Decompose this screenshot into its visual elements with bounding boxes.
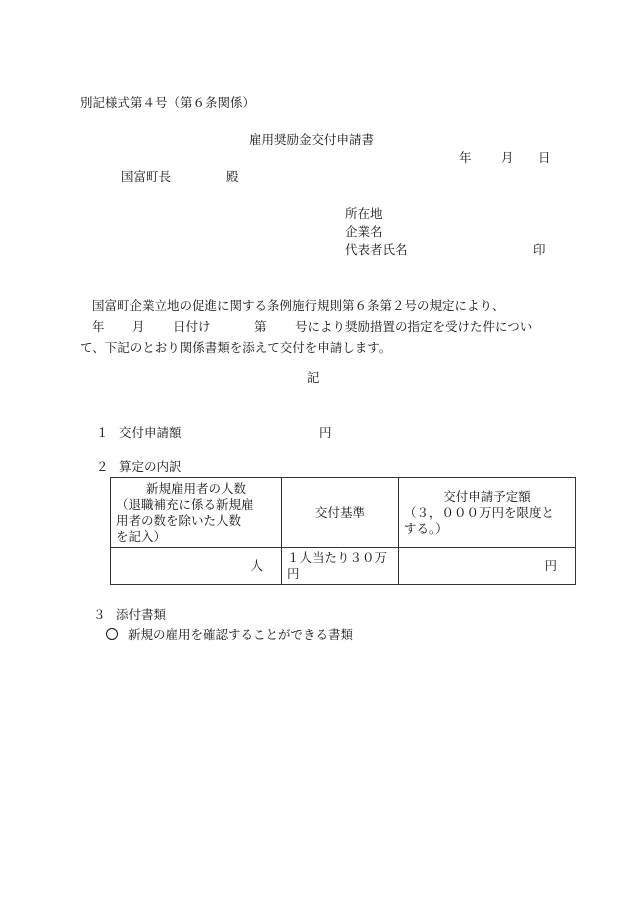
header-grant-standard: 交付基準 (282, 478, 399, 548)
attachment-item (106, 627, 353, 643)
section-2-number: ２ (96, 459, 109, 474)
seal-mark: 印 (533, 242, 546, 257)
calculation-table (110, 477, 576, 585)
circle-bullet-icon (106, 628, 118, 640)
statement-year: 年 (92, 319, 105, 334)
value-employees-unit: 人 (111, 548, 282, 585)
section-1-number: １ (96, 425, 109, 440)
attachment-item-text: 新規の雇用を確認することができる書類 (128, 627, 354, 642)
ki-heading: 記 (307, 370, 320, 385)
section-3-number: ３ (93, 607, 106, 622)
addressee-honorific: 殿 (226, 169, 239, 184)
table-header-row (111, 478, 576, 548)
representative-label: 代表者氏名 (345, 242, 408, 257)
form-number: 別記様式第４号（第６条関係） (80, 95, 256, 110)
company-label: 企業名 (345, 224, 383, 239)
date-year-label: 年 (459, 150, 472, 165)
section-2-label: 算定の内訳 (119, 459, 182, 474)
date-day-label: 日 (538, 150, 551, 165)
section-1-unit: 円 (319, 425, 332, 440)
section-1-label: 交付申請額 (119, 425, 182, 440)
address-label: 所在地 (345, 206, 383, 221)
statement-dai: 第 (254, 319, 267, 334)
document-title: 雇用奨励金交付申請書 (249, 132, 375, 147)
addressee-name: 国富町長 (121, 169, 172, 184)
application-statement (80, 295, 550, 358)
header-planned-amount: 交付申請予定額 （３，０００万円を限度と する。） (399, 478, 576, 548)
table-value-row (111, 548, 576, 585)
header-new-employees: 新規雇用者の人数 （退職補充に係る新規雇 用者の数を除いた人数 を記入） (111, 478, 282, 548)
statement-go-rest: 号により奨励措置の指定を受けた件につい (295, 319, 533, 334)
section-3-label: 添付書類 (116, 607, 167, 622)
value-amount-unit: 円 (399, 548, 576, 585)
value-grant-standard: １人当たり３０万 円 (282, 548, 399, 585)
statement-line-3: て、下記のとおり関係書類を添えて交付を申請します。 (80, 340, 392, 355)
statement-line-2 (80, 316, 550, 337)
statement-line-1: 国富町企業立地の促進に関する条例施行規則第６条第２号の規定により、 (92, 298, 505, 313)
date-month-label: 月 (501, 150, 514, 165)
statement-date-suffix: 日付け (173, 319, 211, 334)
statement-month: 月 (132, 319, 145, 334)
